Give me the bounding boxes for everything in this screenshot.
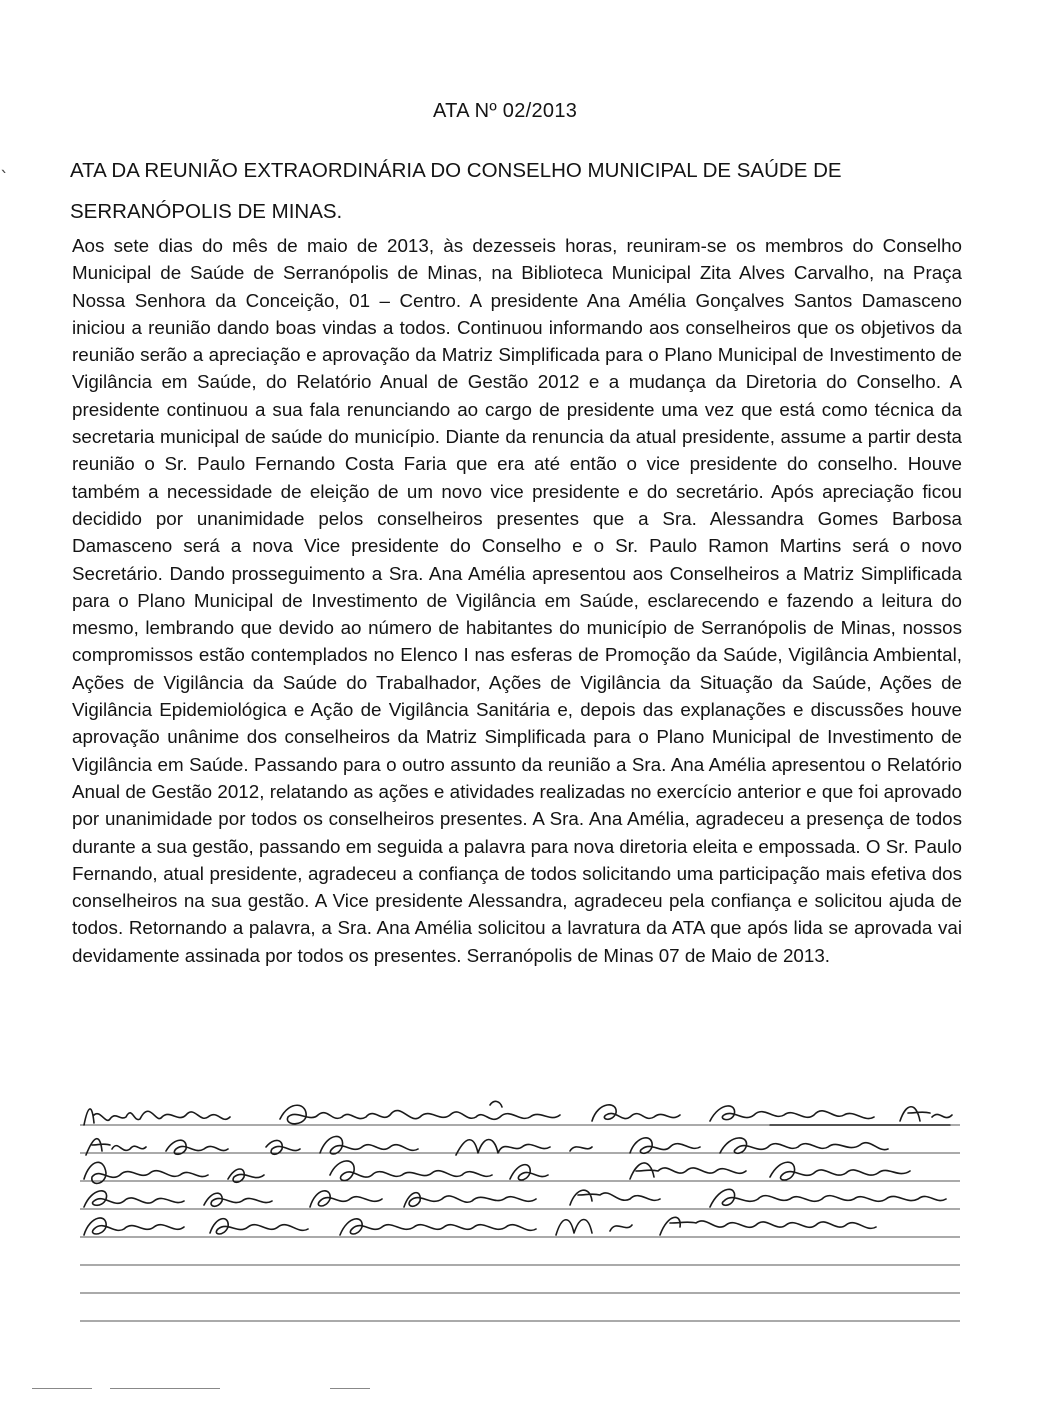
handwritten-signatures [84, 1101, 952, 1235]
minutes-body-text: Aos sete dias do mês de maio de 2013, às dezesseis horas, reuniram-se os membros do Conselho Municipal de Saúde de Serranópolis de Minas, na Biblioteca Municipal Zita Alves Carvalho, na Praça Nossa Senhora da Conceição, 01 – Centro. A presidente Ana Amélia Gonçalves Santos Damasceno iniciou a reunião dando boas vindas a todos. Continuou informando aos conselheiros que os objetivos da reunião serão a apreciação e aprovação da Matriz Simplificada para o Plano Municipal de Investimento de Vigilância em Saúde, do Relatório Anual de Gestão 2012 e a mudança da Diretoria do Conselho. A presidente continuou a sua fala renunciando ao cargo de presidente uma vez que está como técnica da secretaria municipal de saúde do município. Diante da renuncia da atual presidente, assume a partir desta reunião o Sr. Paulo Fernando Costa Faria que era até então o vice presidente do conselho. Houve também a necessidade de eleição de um novo vice presidente e do secretário. Após apreciação ficou decidido por unanimidade pelos conselheiros presentes que a Sra. Alessandra Gomes Barbosa Damasceno será a nova Vice presidente do Conselho e o Sr. Paulo Ramon Martins será o novo Secretário. Dando prosseguimento a Sra. Ana Amélia apresentou aos Conselheiros a Matriz Simplificada para o Plano Municipal de Investimento de Vigilância em Saúde, esclarecendo e fazendo a leitura do mesmo, lembrando que devido ao número de habitantes do município de Serranópolis de Minas, nossos compromissos estão contemplados no Elenco I nas esferas de Promoção da Saúde, Vigilância Ambiental, Ações de Vigilância da Saúde do Trabalhador, Ações de Vigilância da Situação da Saúde, Ações de Vigilância Epidemiológica e Ação de Vigilância Sanitária e, depois das explanações e discussões houve aprovação unânime dos conselheiros da Matriz Simplificada para o Plano Municipal de Investimento de Vigilância em Saúde. Passando para o outro assunto da reunião a Sra. Ana Amélia apresentou o Relatório Anual de Gestão 2012, relatando as ações e atividades realizadas no exercício anterior e que foi aprovado por unanimidade por todos os conselheiros presentes. A Sra. Ana Amélia, agradeceu a presença de todos durante a sua gestão, passando em seguida a palavra para nova diretoria eleita e empossada. O Sr. Paulo Fernando, atual presidente, agradeceu a confiança de todos solicitando uma participação mais efetiva dos conselheiros na sua gestão. A Vice presidente Alessandra, agradeceu pela confiança e solicitou ajuda de todos. Retornando a palavra, a Sra. Ana Amélia solicitou a lavratura da ATA que após lida se aprovada vai devidamente assinada por todos os presentes. Serranópolis de Minas 07 de Maio de 2013. [72, 235, 962, 966]
footer-dash-right [330, 1388, 370, 1389]
signature-area [70, 1095, 970, 1345]
scan-margin-mark: ` [0, 168, 9, 189]
footer-dash-middle [110, 1388, 220, 1389]
document-title: ATA DA REUNIÃO EXTRAORDINÁRIA DO CONSELHO MUNICIPAL DE SAÚDE DE SERRANÓPOLIS DE MINAS. [70, 159, 842, 223]
signatures-drawing [70, 1095, 970, 1345]
document-number: ATA Nº 02/2013 [433, 100, 578, 122]
footer-dash-left [32, 1388, 92, 1389]
